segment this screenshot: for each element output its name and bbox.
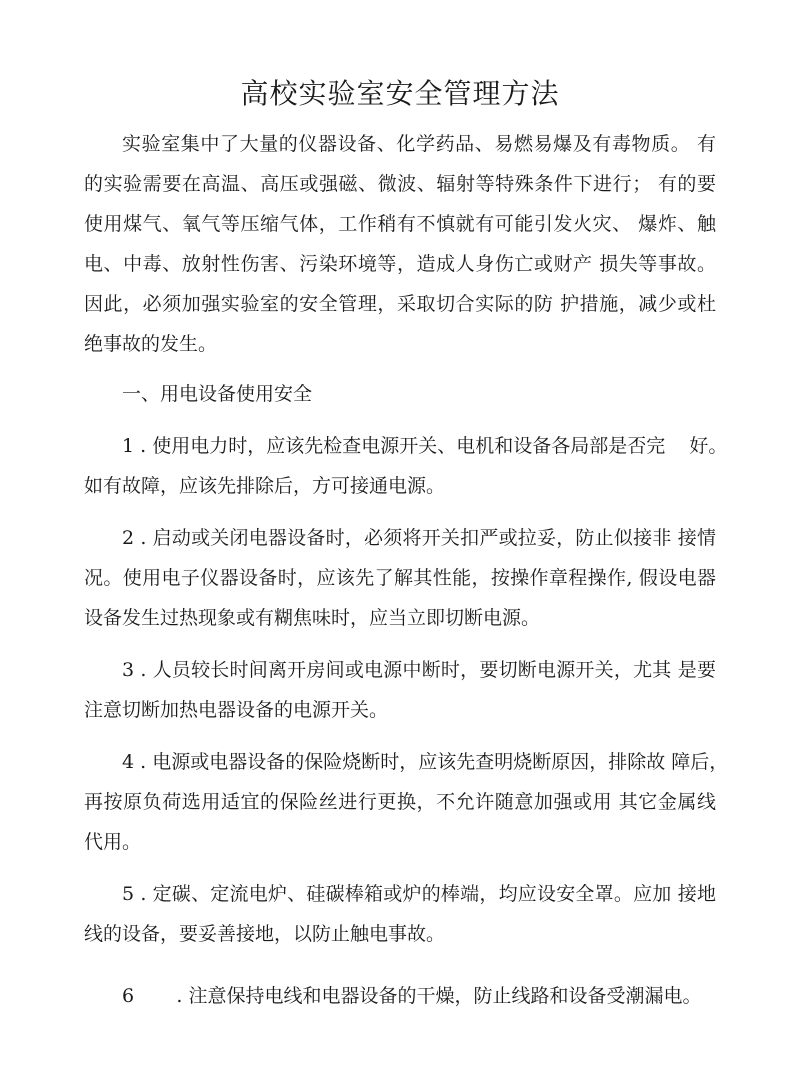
item-line: 代用。 <box>84 831 142 853</box>
item-line: 如有故障，应该先排除后，方可接通电源。 <box>84 475 446 497</box>
intro-line: 电、中毒、放射性伤害、污染环境等，造成人身伤亡或财产 损失等事故。 <box>84 253 716 275</box>
item-line: 线的设备，要妥善接地，以防止触电事故。 <box>84 923 446 945</box>
intro-line: 的实验需要在高温、高压或强磁、微波、辐射等特殊条件下进行； 有的要 <box>84 173 716 195</box>
item-line: 2 . 启动或关闭电器设备时，必须将开关扣严或拉妥，防止似接非 接情 <box>122 527 716 549</box>
intro-line: 使用煤气、氧气等压缩气体，工作稍有不慎就有可能引发火灾、 爆炸、触 <box>84 213 716 235</box>
item-line: 3 . 人员较长时间离开房间或电源中断时，要切断电源开关，尤其 是要 <box>122 659 716 681</box>
item-line: 况。使用电子仪器设备时，应该先了解其性能，按操作章程操作, 假设电器 <box>84 567 716 589</box>
intro-line: 因此，必须加强实验室的安全管理，采取切合实际的防 护措施，减少或杜 <box>84 293 716 315</box>
item-line: 5 . 定碳、定流电炉、硅碳棒箱或炉的棒端，均应设安全罩。应加 接地 <box>122 883 716 905</box>
item-line: 设备发生过热现象或有糊焦味时，应当立即切断电源。 <box>84 607 541 629</box>
intro-line: 绝事故的发生。 <box>84 333 218 355</box>
item-line: 6 . 注意保持电线和电器设备的干燥，防止线路和设备受潮漏电。 <box>122 985 702 1007</box>
section-heading: 一、用电设备使用安全 <box>122 383 313 405</box>
document-title: 高校实验室安全管理方法 <box>240 77 560 110</box>
intro-line: 实验室集中了大量的仪器设备、化学药品、易燃易爆及有毒物质。 有 <box>122 133 716 155</box>
item-line: 4 . 电源或电器设备的保险烧断时，应该先查明烧断原因，排除故 障后， <box>122 751 729 773</box>
item-line: 1 . 使用电力时，应该先检查电源开关、电机和设备各局部是否完 好。 <box>122 435 728 457</box>
item-line: 注意切断加热电器设备的电源开关。 <box>84 699 389 721</box>
item-line: 再按原负荷选用适宜的保险丝进行更换，不允许随意加强或用 其它金属线 <box>84 791 716 813</box>
